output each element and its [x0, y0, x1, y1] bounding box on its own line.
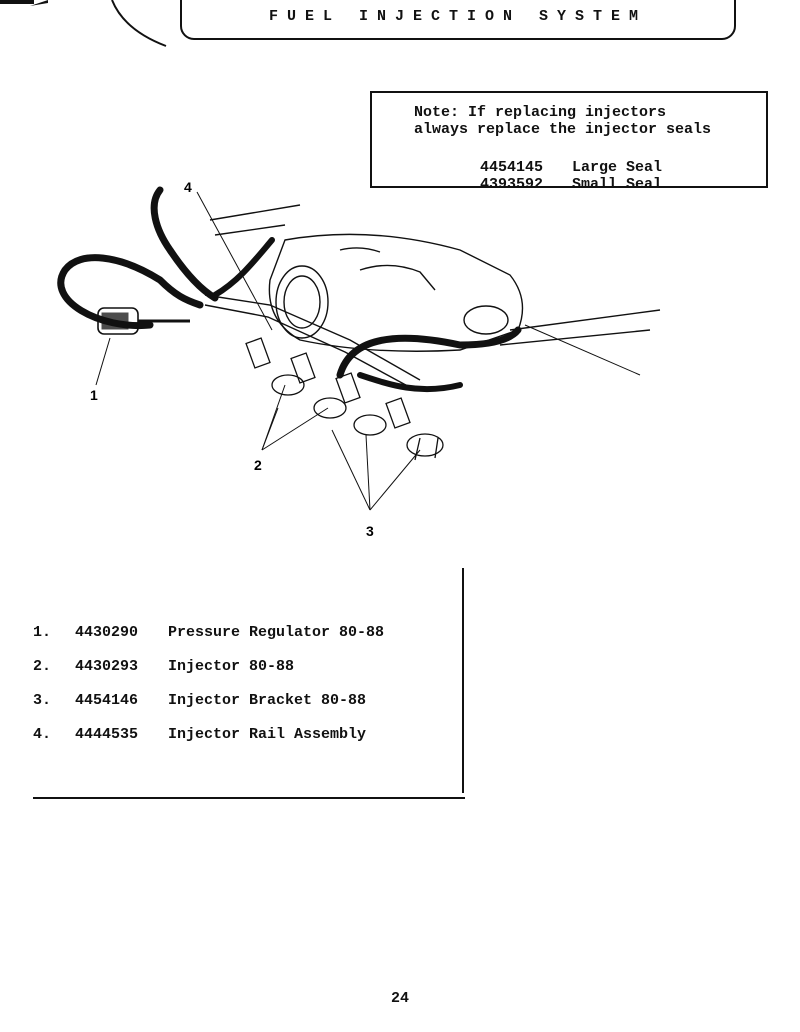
vertical-divider	[462, 568, 464, 793]
callout-label: 1	[90, 387, 98, 403]
part-description: Injector 80-88	[168, 658, 295, 675]
seal-name: Large Seal	[572, 159, 663, 176]
note-box	[370, 91, 768, 193]
page-title: FUEL INJECTION SYSTEM	[268, 8, 648, 25]
page-number: 24	[390, 990, 409, 1007]
part-number: 4430290	[75, 624, 139, 641]
callout-label: 3	[366, 523, 374, 539]
list-item	[33, 726, 463, 760]
header-box	[180, 0, 736, 40]
part-number: 4430293	[75, 658, 139, 675]
part-description: Injector Rail Assembly	[168, 726, 367, 743]
part-index: 3.	[33, 692, 52, 709]
part-index: 1.	[33, 624, 52, 641]
fuel-hoses	[61, 190, 518, 389]
header-decorative-curve	[100, 0, 180, 50]
part-index: 4.	[33, 726, 52, 743]
note-line-2: always replace the injector seals	[414, 121, 712, 138]
part-number: 4444535	[75, 726, 139, 743]
list-item	[33, 624, 463, 658]
parts-list	[33, 624, 463, 760]
part-description: Injector Bracket 80-88	[168, 692, 367, 709]
seal-name: Small Seal	[572, 176, 663, 193]
part-description: Pressure Regulator 80-88	[168, 624, 385, 641]
intake-manifold	[210, 205, 660, 351]
logo-mark	[0, 0, 50, 10]
pressure-regulator	[98, 308, 190, 334]
list-item	[33, 692, 463, 726]
callout-label: 2	[254, 457, 262, 473]
note-line-1: Note: If replacing injectors	[414, 104, 667, 121]
horizontal-divider	[33, 797, 465, 799]
seal-number: 4454145	[480, 159, 544, 176]
seal-number: 4393592	[480, 176, 544, 193]
fuel-injection-diagram	[40, 180, 680, 540]
callout-label: 4	[184, 180, 192, 195]
part-number: 4454146	[75, 692, 139, 709]
list-item	[33, 658, 463, 692]
part-index: 2.	[33, 658, 52, 675]
